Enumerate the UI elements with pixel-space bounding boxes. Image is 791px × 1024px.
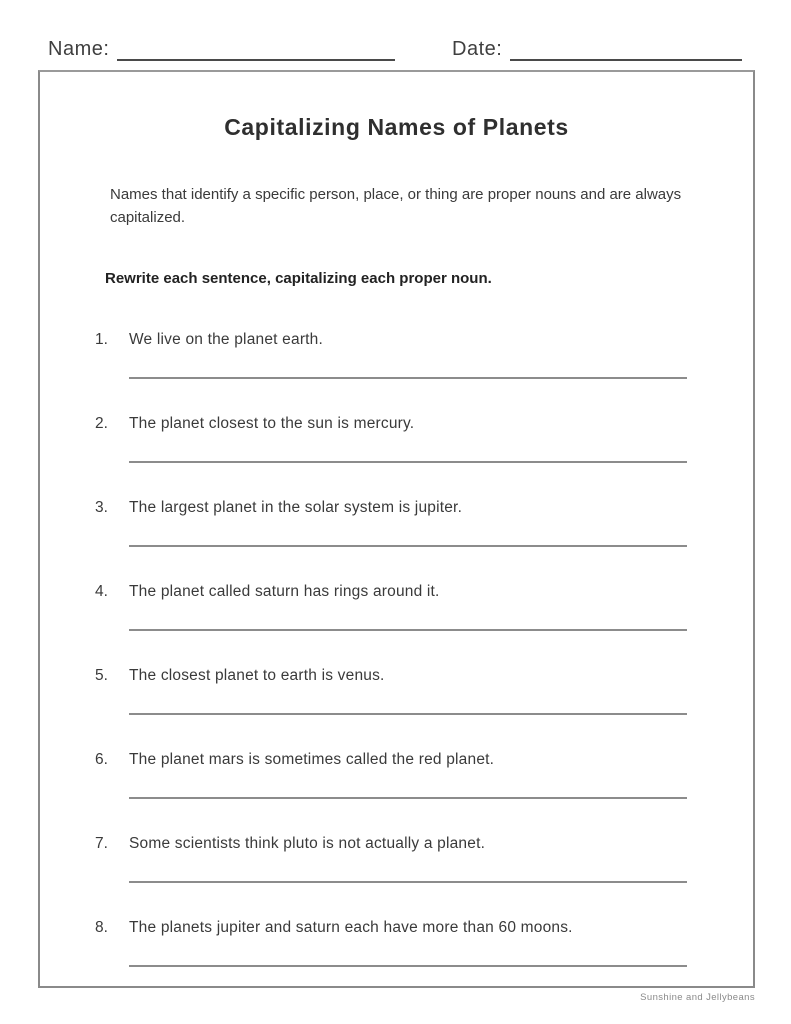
list-item <box>95 667 753 715</box>
intro-paragraph: Names that identify a specific person, place, or thing are proper nouns and are always capitalized. <box>110 186 682 227</box>
item-sentence: The largest planet in the solar system is jupiter. <box>129 498 463 516</box>
list-item <box>95 331 753 379</box>
name-field-blank[interactable] <box>117 39 395 61</box>
answer-line[interactable] <box>129 545 687 547</box>
item-number: 6. <box>95 750 108 768</box>
list-item <box>95 919 753 967</box>
list-item <box>95 583 753 631</box>
date-field-blank[interactable] <box>510 39 742 61</box>
credit-text: Sunshine and Jellybeans <box>640 992 755 1003</box>
item-sentence: The planet closest to the sun is mercury. <box>129 414 415 432</box>
sentence-list <box>40 331 753 967</box>
item-number: 1. <box>95 330 108 348</box>
list-item <box>95 751 753 799</box>
page-header <box>48 38 744 61</box>
item-sentence: The planets jupiter and saturn each have more than 60 moons. <box>129 918 573 936</box>
list-item <box>95 499 753 547</box>
date-label: Date: <box>452 38 503 60</box>
worksheet-box <box>38 70 755 988</box>
item-sentence: The planet mars is sometimes called the red planet. <box>129 750 495 768</box>
item-number: 5. <box>95 666 108 684</box>
list-item <box>95 835 753 883</box>
name-field-group <box>48 38 395 61</box>
item-number: 4. <box>95 582 108 600</box>
item-number: 8. <box>95 918 108 936</box>
answer-line[interactable] <box>129 629 687 631</box>
list-item <box>95 415 753 463</box>
item-number: 3. <box>95 498 108 516</box>
answer-line[interactable] <box>129 713 687 715</box>
item-sentence: The closest planet to earth is venus. <box>129 666 385 684</box>
page-title: Capitalizing Names of Planets <box>224 114 569 140</box>
answer-line[interactable] <box>129 881 687 883</box>
item-sentence: Some scientists think pluto is not actually a planet. <box>129 834 486 852</box>
date-field-group <box>452 38 742 61</box>
answer-line[interactable] <box>129 461 687 463</box>
answer-line[interactable] <box>129 377 687 379</box>
answer-line[interactable] <box>129 797 687 799</box>
item-sentence: The planet called saturn has rings around it. <box>129 582 440 600</box>
answer-line[interactable] <box>129 965 687 967</box>
instruction-text: Rewrite each sentence, capitalizing each proper noun. <box>105 269 492 287</box>
name-label: Name: <box>48 38 110 60</box>
item-number: 7. <box>95 834 108 852</box>
item-sentence: We live on the planet earth. <box>129 330 324 348</box>
item-number: 2. <box>95 414 108 432</box>
